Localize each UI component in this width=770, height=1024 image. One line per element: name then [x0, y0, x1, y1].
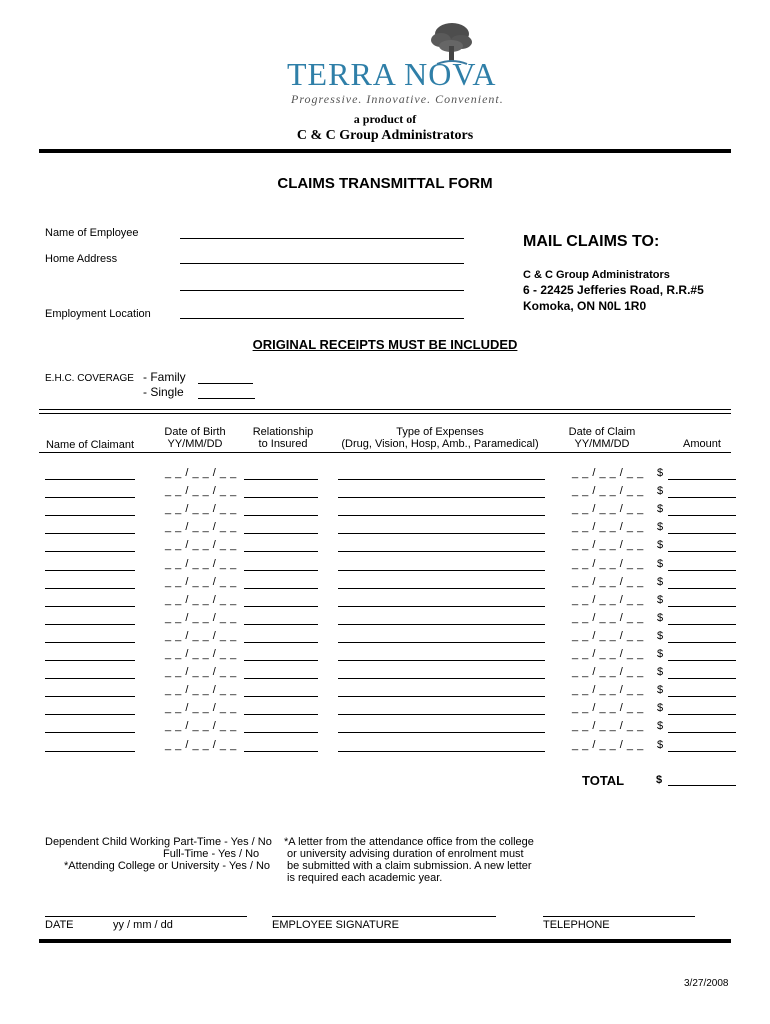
mail-heading: MAIL CLAIMS TO: — [523, 233, 660, 250]
expense-type-field[interactable] — [338, 497, 545, 498]
dollar-sign: $ — [657, 648, 664, 660]
birth-date-field[interactable]: _ _ / _ _ / _ _ — [165, 684, 237, 696]
claim-date-field[interactable]: _ _ / _ _ / _ _ — [572, 576, 644, 588]
note-line-4: is required each academic year. — [287, 872, 443, 884]
relationship-field[interactable] — [244, 551, 318, 552]
dependent-college: *Attending College or University - Yes / No — [64, 860, 271, 872]
expense-type-field[interactable] — [338, 479, 545, 480]
dependent-part-time: Dependent Child Working Part-Time - Yes / No — [45, 836, 272, 848]
header-claim-date-1: Date of Claim — [568, 426, 636, 438]
expense-type-field[interactable] — [338, 678, 545, 679]
claimant-field[interactable] — [45, 624, 135, 625]
relationship-field[interactable] — [244, 606, 318, 607]
claimant-field[interactable] — [45, 642, 135, 643]
total-dollar: $ — [656, 774, 663, 786]
relationship-field[interactable] — [244, 479, 318, 480]
dollar-sign: $ — [657, 612, 664, 624]
birth-date-field[interactable]: _ _ / _ _ / _ _ — [165, 612, 237, 624]
header-relationship-2: to Insured — [258, 438, 308, 450]
relationship-field[interactable] — [244, 588, 318, 589]
amount-field[interactable] — [668, 588, 736, 589]
receipts-notice: ORIGINAL RECEIPTS MUST BE INCLUDED — [252, 337, 518, 352]
expense-type-field[interactable] — [338, 642, 545, 643]
birth-date-field[interactable]: _ _ / _ _ / _ _ — [165, 576, 237, 588]
relationship-field[interactable] — [244, 624, 318, 625]
amount-field[interactable] — [668, 606, 736, 607]
employee-name-field[interactable] — [180, 238, 464, 239]
signature-field[interactable] — [272, 916, 496, 917]
birth-date-field[interactable]: _ _ / _ _ / _ _ — [165, 521, 237, 533]
claim-date-field[interactable]: _ _ / _ _ / _ _ — [572, 594, 644, 606]
dollar-sign: $ — [657, 521, 664, 533]
claim-date-field[interactable]: _ _ / _ _ / _ _ — [572, 684, 644, 696]
table-divider — [39, 409, 731, 414]
claimant-field[interactable] — [45, 751, 135, 752]
expense-type-field[interactable] — [338, 551, 545, 552]
company-name: C & C Group Administrators — [296, 128, 474, 143]
dollar-sign: $ — [657, 539, 664, 551]
dollar-sign: $ — [657, 666, 664, 678]
home-address-label: Home Address — [45, 253, 118, 265]
relationship-field[interactable] — [244, 714, 318, 715]
claim-date-field[interactable]: _ _ / _ _ / _ _ — [572, 521, 644, 533]
header-type-2: (Drug, Vision, Hosp, Amb., Paramedical) — [341, 438, 539, 450]
employment-location-field[interactable] — [180, 318, 464, 319]
amount-field[interactable] — [668, 515, 736, 516]
dollar-sign: $ — [657, 720, 664, 732]
relationship-field[interactable] — [244, 533, 318, 534]
relationship-field[interactable] — [244, 732, 318, 733]
claimant-field[interactable] — [45, 606, 135, 607]
birth-date-field[interactable]: _ _ / _ _ / _ _ — [165, 503, 237, 515]
dollar-sign: $ — [657, 467, 664, 479]
relationship-field[interactable] — [244, 642, 318, 643]
coverage-label: E.H.C. COVERAGE — [45, 373, 134, 384]
claim-date-field[interactable]: _ _ / _ _ / _ _ — [572, 648, 644, 660]
dollar-sign: $ — [657, 485, 664, 497]
dollar-sign: $ — [657, 684, 664, 696]
amount-field[interactable] — [668, 624, 736, 625]
amount-field[interactable] — [668, 551, 736, 552]
claimant-field[interactable] — [45, 588, 135, 589]
claimant-field[interactable] — [45, 570, 135, 571]
expense-type-field[interactable] — [338, 606, 545, 607]
header-dob-1: Date of Birth — [164, 426, 226, 438]
expense-type-field[interactable] — [338, 732, 545, 733]
relationship-field[interactable] — [244, 696, 318, 697]
coverage-family-label: - Family — [143, 370, 186, 384]
employee-name-label: Name of Employee — [45, 227, 139, 239]
claim-date-field[interactable]: _ _ / _ _ / _ _ — [572, 720, 644, 732]
amount-field[interactable] — [668, 642, 736, 643]
form-title: CLAIMS TRANSMITTAL FORM — [277, 175, 493, 192]
claimant-field[interactable] — [45, 551, 135, 552]
birth-date-field[interactable]: _ _ / _ _ / _ _ — [165, 594, 237, 606]
birth-date-field[interactable]: _ _ / _ _ / _ _ — [165, 630, 237, 642]
expense-type-field[interactable] — [338, 696, 545, 697]
claim-date-field[interactable]: _ _ / _ _ / _ _ — [572, 666, 644, 678]
amount-field[interactable] — [668, 497, 736, 498]
birth-date-field[interactable]: _ _ / _ _ / _ _ — [165, 648, 237, 660]
dependent-full-time: Full-Time - Yes / No — [163, 848, 260, 860]
expense-type-field[interactable] — [338, 588, 545, 589]
claimant-field[interactable] — [45, 497, 135, 498]
relationship-field[interactable] — [244, 570, 318, 571]
claimant-field[interactable] — [45, 696, 135, 697]
header-underline — [39, 452, 731, 453]
coverage-single-label: - Single — [143, 385, 184, 399]
expense-type-field[interactable] — [338, 660, 545, 661]
claim-date-field[interactable]: _ _ / _ _ / _ _ — [572, 503, 644, 515]
relationship-field[interactable] — [244, 660, 318, 661]
dollar-sign: $ — [657, 702, 664, 714]
top-divider — [39, 149, 731, 153]
amount-field[interactable] — [668, 533, 736, 534]
claim-date-field[interactable]: _ _ / _ _ / _ _ — [572, 539, 644, 551]
note-line-1: *A letter from the attendance office from the college — [284, 836, 534, 848]
expense-type-field[interactable] — [338, 570, 545, 571]
bottom-divider — [39, 939, 731, 943]
birth-date-field[interactable]: _ _ / _ _ / _ _ — [165, 702, 237, 714]
claim-date-field[interactable]: _ _ / _ _ / _ _ — [572, 739, 644, 751]
claimant-field[interactable] — [45, 732, 135, 733]
logo — [285, 20, 525, 110]
coverage-family-field[interactable] — [198, 383, 253, 384]
date-format: yy / mm / dd — [113, 919, 173, 931]
dollar-sign: $ — [657, 503, 664, 515]
birth-date-field[interactable]: _ _ / _ _ / _ _ — [165, 467, 237, 479]
relationship-field[interactable] — [244, 678, 318, 679]
header-type-1: Type of Expenses — [396, 426, 484, 438]
header-dob-2: YY/MM/DD — [167, 438, 223, 450]
expense-type-field[interactable] — [338, 714, 545, 715]
amount-field[interactable] — [668, 660, 736, 661]
header-claimant: Name of Claimant — [45, 439, 135, 451]
amount-field[interactable] — [668, 479, 736, 480]
header-claim-date-2: YY/MM/DD — [574, 438, 630, 450]
total-field[interactable] — [668, 785, 736, 786]
birth-date-field[interactable]: _ _ / _ _ / _ _ — [165, 485, 237, 497]
employment-location-label: Employment Location — [45, 308, 151, 320]
logo-text: TERRA NOVA — [287, 56, 497, 92]
mail-line-1: C & C Group Administrators — [523, 269, 670, 281]
birth-date-field[interactable]: _ _ / _ _ / _ _ — [165, 666, 237, 678]
claimant-field[interactable] — [45, 678, 135, 679]
relationship-field[interactable] — [244, 515, 318, 516]
mail-line-2: 6 - 22425 Jefferies Road, R.R.#5 — [523, 283, 704, 297]
dollar-sign: $ — [657, 558, 664, 570]
mail-line-3: Komoka, ON N0L 1R0 — [523, 299, 647, 313]
date-label: DATE — [45, 919, 74, 931]
birth-date-field[interactable]: _ _ / _ _ / _ _ — [165, 739, 237, 751]
claim-date-field[interactable]: _ _ / _ _ / _ _ — [572, 630, 644, 642]
total-label: TOTAL — [582, 773, 625, 788]
expense-type-field[interactable] — [338, 515, 545, 516]
telephone-field[interactable] — [543, 916, 695, 917]
claim-date-field[interactable]: _ _ / _ _ / _ _ — [572, 612, 644, 624]
coverage-single-field[interactable] — [198, 398, 255, 399]
amount-field[interactable] — [668, 751, 736, 752]
birth-date-field[interactable]: _ _ / _ _ / _ _ — [165, 720, 237, 732]
expense-type-field[interactable] — [338, 751, 545, 752]
expense-type-field[interactable] — [338, 533, 545, 534]
logo-tagline: Progressive. Innovative. Convenient. — [291, 92, 504, 106]
dollar-sign: $ — [657, 739, 664, 751]
dollar-sign: $ — [657, 576, 664, 588]
note-line-3: be submitted with a claim submission. A new letter — [287, 860, 532, 872]
home-address-field-2[interactable] — [180, 290, 464, 291]
amount-field[interactable] — [668, 732, 736, 733]
home-address-field-1[interactable] — [180, 263, 464, 264]
relationship-field[interactable] — [244, 497, 318, 498]
header-relationship-1: Relationship — [252, 426, 314, 438]
header-amount: Amount — [683, 438, 721, 450]
claimant-field[interactable] — [45, 533, 135, 534]
product-of: a product of — [353, 112, 417, 126]
note-line-2: or university advising duration of enrolment must — [287, 848, 524, 860]
dollar-sign: $ — [657, 594, 664, 606]
amount-field[interactable] — [668, 714, 736, 715]
claimant-field[interactable] — [45, 479, 135, 480]
signature-label: EMPLOYEE SIGNATURE — [272, 919, 399, 931]
relationship-field[interactable] — [244, 751, 318, 752]
amount-field[interactable] — [668, 678, 736, 679]
dollar-sign: $ — [657, 630, 664, 642]
expense-type-field[interactable] — [338, 624, 545, 625]
date-field[interactable] — [45, 916, 247, 917]
amount-field[interactable] — [668, 696, 736, 697]
claimant-field[interactable] — [45, 660, 135, 661]
amount-field[interactable] — [668, 570, 736, 571]
revision-date: 3/27/2008 — [684, 978, 729, 989]
claim-date-field[interactable]: _ _ / _ _ / _ _ — [572, 485, 644, 497]
claim-date-field[interactable]: _ _ / _ _ / _ _ — [572, 558, 644, 570]
telephone-label: TELEPHONE — [543, 919, 610, 931]
claimant-field[interactable] — [45, 714, 135, 715]
claim-date-field[interactable]: _ _ / _ _ / _ _ — [572, 702, 644, 714]
claimant-field[interactable] — [45, 515, 135, 516]
birth-date-field[interactable]: _ _ / _ _ / _ _ — [165, 539, 237, 551]
claim-date-field[interactable]: _ _ / _ _ / _ _ — [572, 467, 644, 479]
birth-date-field[interactable]: _ _ / _ _ / _ _ — [165, 558, 237, 570]
